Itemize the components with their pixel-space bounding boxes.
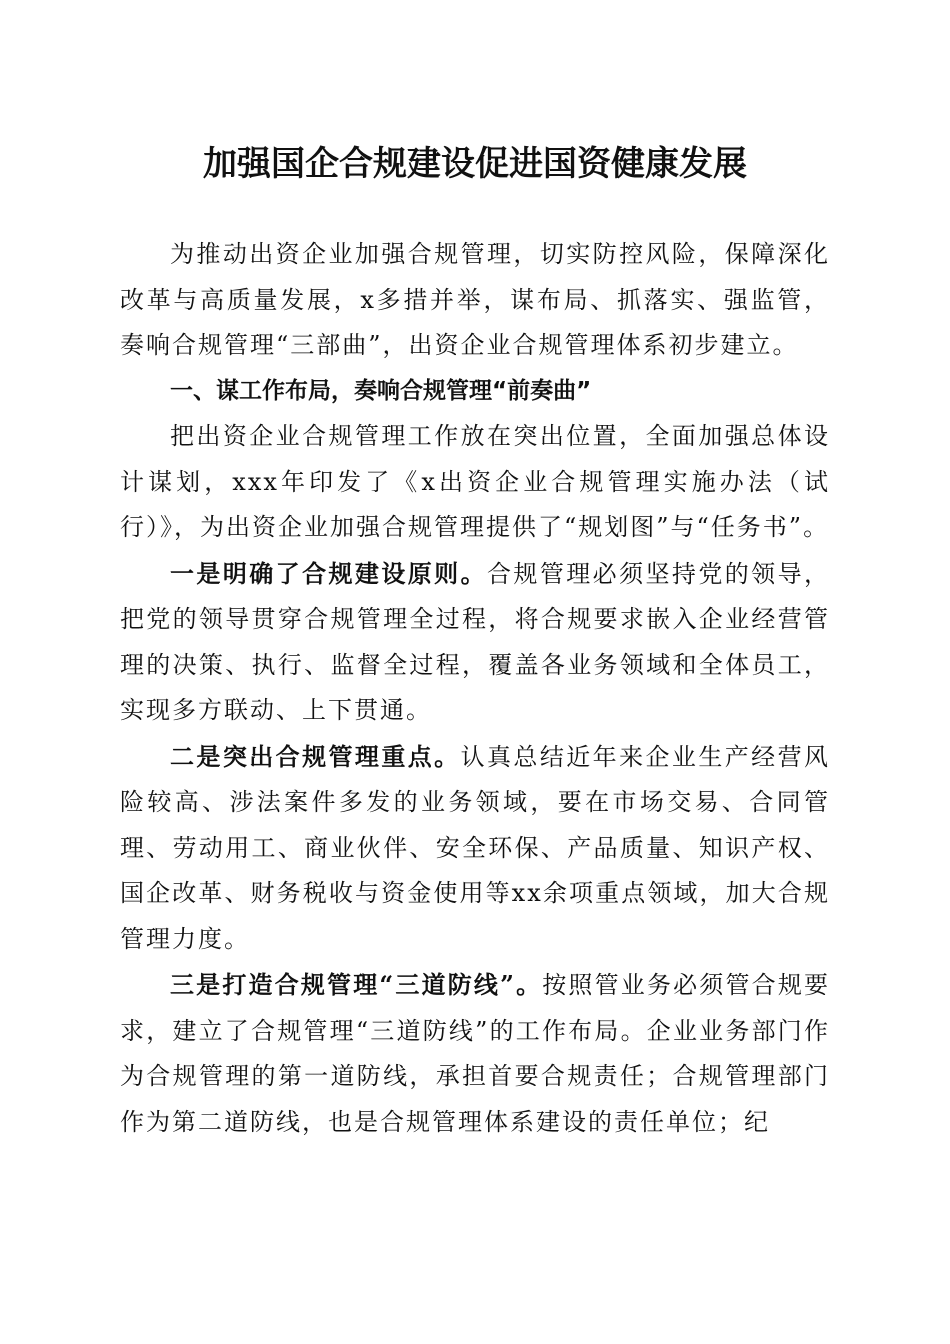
point-1-text: 合规管理必须坚持党的领导，把党的领导贯穿合规管理全过程，将合规要求嵌入企业经营管理的决策、执行、监督全过程，覆盖各业务领域和全体员工，实现多方联动、上下贯通。 xyxy=(120,559,830,724)
document-body xyxy=(120,232,830,1145)
document-title: 加强国企合规建设促进国资健康发展 xyxy=(203,144,747,184)
section-1-heading: 一、谋工作布局，奏响合规管理“前奏曲” xyxy=(170,377,592,404)
point-3-lead: 三是打造合规管理“三道防线”。 xyxy=(170,970,543,999)
section-1-paragraph: 把出资企业合规管理工作放在突出位置，全面加强总体设计谋划，xxx年印发了《x出资企业合规管理实施办法（试行）》，为出资企业加强合规管理提供了“规划图”与“任务书”。 xyxy=(120,422,830,541)
point-2-text: 认真总结近年来企业生产经营风险较高、涉法案件多发的业务领域，要在市场交易、合同管理、劳动用工、商业伙伴、安全环保、产品质量、知识产权、国企改革、财务税收与资金使用等xx余项重点领域，加大合规管理力度。 xyxy=(120,742,831,953)
point-2-lead: 二是突出合规管理重点。 xyxy=(170,741,461,771)
intro-paragraph: 为推动出资企业加强合规管理，切实防控风险，保障深化改革与高质量发展，x多措并举，谋布局、抓落实、强监管，奏响合规管理“三部曲”，出资企业合规管理体系初步建立。 xyxy=(120,240,830,359)
point-3-paragraph xyxy=(120,962,830,1145)
point-3-text: 按照管业务必须管合规要求，建立了合规管理“三道防线”的工作布局。企业业务部门作为合规管理的第一道防线，承担首要合规责任；合规管理部门作为第二道防线，也是合规管理体系建设的责任单位；纪 xyxy=(120,971,831,1136)
point-1-lead: 一是明确了合规建设原则。 xyxy=(170,558,487,588)
point-2-paragraph xyxy=(120,734,830,963)
point-1-paragraph xyxy=(120,551,830,734)
